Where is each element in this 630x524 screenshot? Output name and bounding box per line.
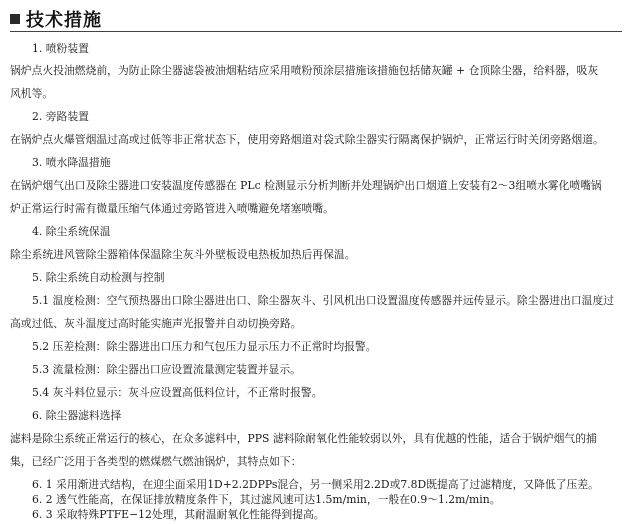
section-title-6: 6. 除尘器滤料选择 [32, 409, 122, 422]
subsection-line: 5.4 灰斗料位显示：灰斗应设置高低料位计，不正常时报警。 [32, 386, 323, 399]
paragraph-line: 滤料是除尘系统正常运行的核心，在众多滤料中，PPS 滤料除耐氧化性能较弱以外，具有优越的性能，适合于锅炉烟气的捕 [10, 432, 597, 445]
section-title-3: 3. 喷水降温措施 [32, 156, 111, 169]
subsection-line: 5.3 流量检测：除尘器出口应设置流量测定装置并显示。 [32, 363, 301, 376]
section-title-5: 5. 除尘系统自动检测与控制 [32, 271, 165, 284]
square-bullet-icon [10, 14, 20, 24]
section-header [10, 6, 102, 32]
paragraph-line: 除尘系统进风管除尘器箱体保温除尘灰斗外壁板设电热板加热后再保温。 [10, 248, 356, 261]
subsection-line: 5.1 温度检测：空气预热器出口除尘器进出口、除尘器灰斗、引风机出口设置温度传感器并远传显示。除尘器进出口温度过 [32, 294, 615, 307]
subsection-line: 5.2 压差检测：除尘器进出口压力和气包压力显示压力不正常时均报警。 [32, 340, 377, 353]
paragraph-line: 集，已经广泛用于各类型的燃煤燃气燃油锅炉，其特点如下： [10, 455, 302, 468]
paragraph-line: 炉正常运行时需有微量压缩气体通过旁路管进入喷嘴避免堵塞喷嘴。 [10, 202, 334, 215]
section-title-4: 4. 除尘系统保温 [32, 225, 111, 238]
paragraph-line: 风机等。 [10, 87, 54, 100]
page-heading: 技术措施 [26, 10, 102, 31]
paragraph-line: 在锅炉烟气出口及除尘器进口安装温度传感器在 PLc 检测显示分析判断并处理锅炉出口烟道上安装有2～3组喷水雾化喷嘴锅 [10, 179, 602, 192]
subsection-line: 6. 1 采用渐进式结构，在迎尘面采用1D+2.2DPPs混合，另一侧采用2.2D或7.8D既提高了过滤精度，又降低了压差。 [32, 478, 599, 491]
paragraph-line: 高或过低、灰斗温度过高时能实施声光报警并自动切换旁路。 [10, 317, 302, 330]
subsection-line: 6. 3 采取特殊PTFE−12处理，其耐温耐氧化性能得到提高。 [32, 508, 325, 521]
section-title-1: 1. 喷粉装置 [32, 42, 89, 55]
heading-divider [10, 31, 622, 32]
paragraph-line: 在锅炉点火爆管烟温过高或过低等非正常状态下，使用旁路烟道对袋式除尘器实行隔离保护锅炉，正常运行时关闭旁路烟道。 [10, 133, 604, 146]
section-title-2: 2. 旁路装置 [32, 110, 89, 123]
paragraph-line: 锅炉点火投油燃烧前，为防止除尘器滤袋被油烟粘结应采用喷粉预涂层措施该措施包括储灰罐 + 仓顶除尘器，给料器，吸灰 [10, 64, 599, 77]
subsection-line: 6. 2 透气性能高，在保证排放精度条件下，其过滤风速可达1.5m/min，一般在0.9～1.2m/min。 [32, 493, 501, 506]
